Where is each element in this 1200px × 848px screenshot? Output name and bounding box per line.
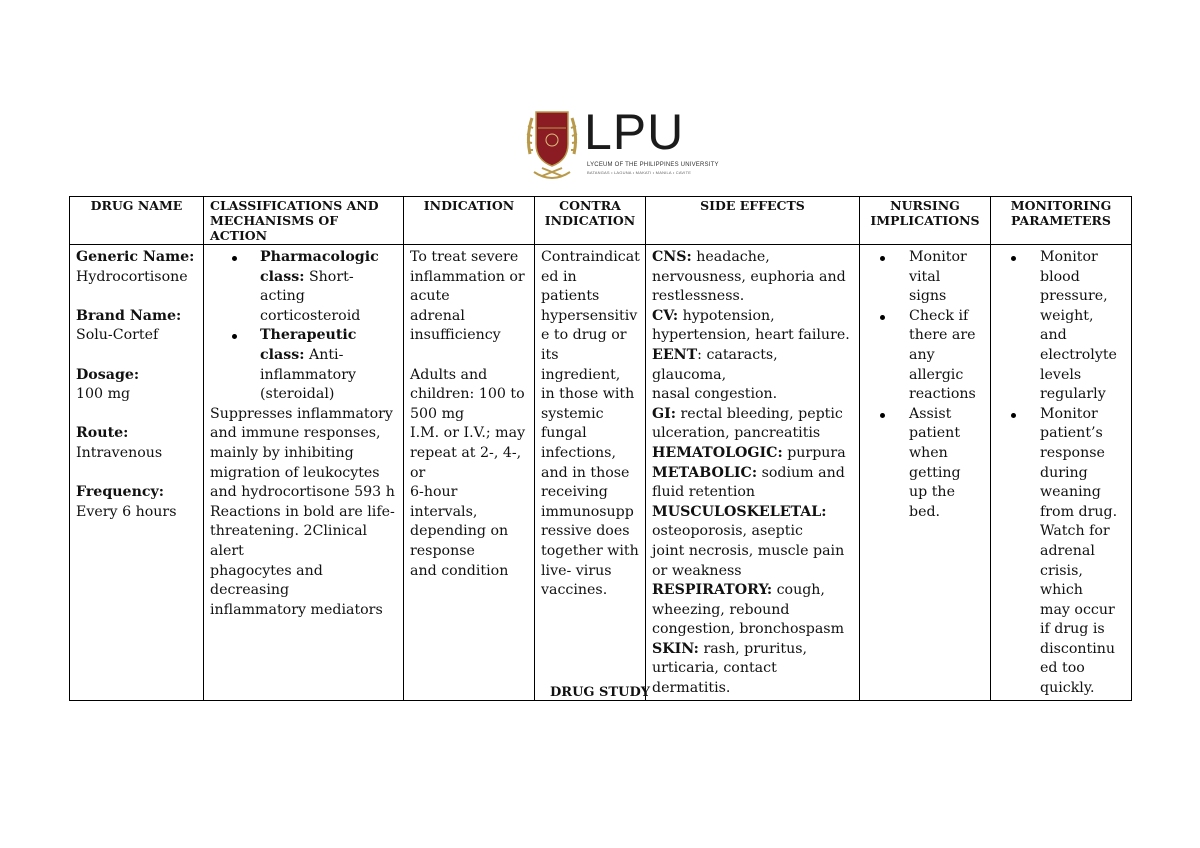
list-item: Monitor patient’s response during weaning from drug. Watch for adrenal crisis, which may occur if drug is discontinu ed too quickly. (997, 405, 1125, 699)
cell-nursing-implications (860, 245, 991, 701)
brand-name-label: Brand Name: (76, 307, 182, 324)
cell-drug-name (70, 245, 204, 701)
brand-tagline: BATANGAS • LAGUNA • MAKATI • MANILA • CAVITE (587, 170, 692, 175)
cell-side-effects: CNS: headache, nervousness, euphoria and restlessness. CV: hypotension, hypertension, heart failure. EENT: cataracts, glaucoma, nasal congestion. GI: rectal bleeding, peptic ulceration, pancreatitis HEMATOLOGIC: purpura METABOLIC: sodium and fluid retention MUSCULOSKELETAL: osteoporosis, aseptic joint necrosis, muscle pain or weakness RESPIRATORY: cough, wheezing, rebound congestion, bronchospasm SKIN: rash, pruritus, urticaria, contact dermatitis. (646, 245, 860, 701)
route-value: Intravenous (76, 444, 163, 461)
cell-contraindication: Contraindicat ed in patients hypersensitiv e to drug or its ingredient, in those with systemic fungal infections, and in those receiving immunosupp ressive does together with live- virus vaccines. (535, 245, 646, 701)
brand-subtitle: LYCEUM OF THE PHILIPPINES UNIVERSITY (587, 162, 719, 168)
therapeutic-class: Therapeutic class: Anti- inflammatory (steroidal) (210, 326, 397, 404)
header-indication: INDICATION (404, 197, 535, 245)
header-nursing-implications: NURSING IMPLICATIONS (860, 197, 991, 245)
cell-indication: To treat severe inflammation or acute adrenal insufficiency Adults and children: 100 to 500 mg I.M. or I.V.; may repeat at 2-, 4-, or 6-hour intervals, depending on response and condition (404, 245, 535, 701)
header-drug-name: DRUG NAME (70, 197, 204, 245)
page-caption: DRUG STUDY (550, 685, 650, 700)
route-label: Route: (76, 425, 129, 442)
crest-icon (524, 106, 580, 182)
brand-name-value: Solu-Cortef (76, 327, 159, 344)
drug-study-table (69, 196, 1132, 701)
generic-name-label: Generic Name: (76, 249, 195, 265)
list-item: Monitor vital signs (866, 248, 984, 307)
table-header-row (70, 197, 1132, 245)
header-side-effects: SIDE EFFECTS (646, 197, 860, 245)
table-row (70, 245, 1132, 701)
header-monitoring-parameters: MONITORING PARAMETERS (991, 197, 1132, 245)
cell-monitoring-parameters (991, 245, 1132, 701)
dosage-label: Dosage: (76, 366, 140, 383)
university-logo (524, 104, 719, 182)
list-item: Assist patient when getting up the bed. (866, 405, 984, 523)
pharmacologic-class: Pharmacologic class: Short-acting corticosteroid (210, 248, 397, 326)
header-classifications: CLASSIFICATIONS AND MECHANISMS OF ACTION (204, 197, 404, 245)
list-item: Monitor blood pressure, weight, and electrolyte levels regularly (997, 248, 1125, 405)
cell-classifications (204, 245, 404, 701)
frequency-label: Frequency: (76, 484, 165, 501)
generic-name-value: Hydrocortisone (76, 268, 188, 285)
header-contraindication: CONTRA INDICATION (535, 197, 646, 245)
list-item: Check if there are any allergic reactions (866, 307, 984, 405)
mechanism-text: Suppresses inflammatory and immune responses, mainly by inhibiting migration of leukocytes and hydrocortisone 593 h Reactions in bold are life- threatening. 2Clinical alert phagocytes and decreasing inflammatory mediators (210, 405, 395, 618)
brand-name: LPU (584, 104, 685, 160)
dosage-value: 100 mg (76, 386, 131, 403)
frequency-value: Every 6 hours (76, 503, 177, 520)
